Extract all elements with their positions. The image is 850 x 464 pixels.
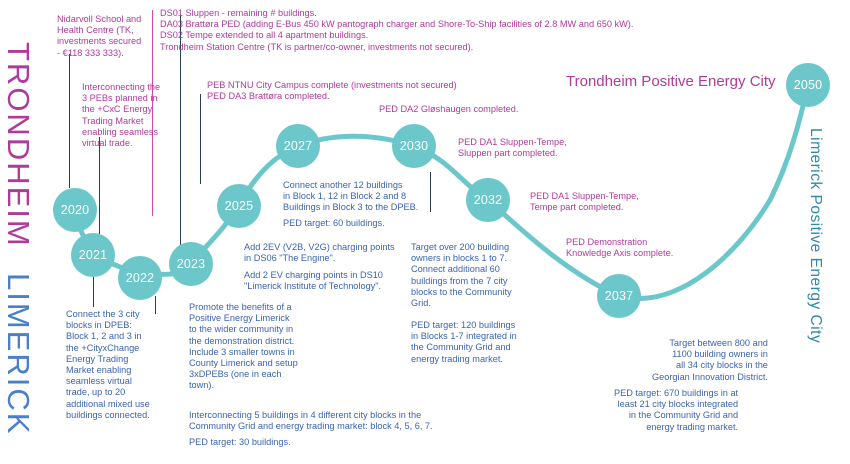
milestone-year: 2025 [224, 199, 254, 213]
milestone-2023 [169, 242, 213, 286]
limerick-note-2025b: PED target: 60 buildings. [283, 218, 385, 228]
trondheim-note-2037: PED Demonstration Knowledge Axis complete. [566, 237, 674, 259]
limerick-note-2021: Connect the 3 city blocks in DPEB: Block 1, 2 and 3 in the +CityxChange Energy Trading Market enabling seamless virtual trade, up to 20 additional mixed use buildings connected. [66, 309, 150, 420]
milestone-2021 [71, 233, 115, 277]
limerick-note-2023a: Add 2EV (V2B, V2G) charging points in DS06 "The Engine". [244, 242, 395, 264]
milestone-year: 2030 [399, 139, 429, 153]
limerick-side-label: LIMERICK [1, 273, 36, 436]
limerick-note-2030a: Target over 200 building owners in blocks 1 to 7. Connect additional 60 buildings from the 7 city blocks to the Community Grid. [411, 242, 512, 309]
milestone-2037 [597, 274, 641, 318]
trondheim-note-2027: PED DA2 Gløshaugen completed. [379, 104, 519, 114]
milestone-year: 2027 [283, 139, 313, 153]
trondheim-note-2032: PED DA1 Sluppen-Tempe, Tempe part completed. [530, 191, 639, 213]
leader-2022-down [155, 296, 156, 314]
limerick-pec-label: Limerick Positive Energy City [807, 128, 824, 344]
trondheim-pec-title: Trondheim Positive Energy City [566, 73, 776, 90]
milestone-year: 2022 [125, 271, 155, 285]
milestone-year: 2021 [78, 248, 108, 262]
limerick-note-2037a: Target between 800 and 1100 building owners in all 34 city blocks in the Georgian Innovation District. [652, 338, 768, 382]
trondheim-note-2020: Nidarvoll School and Health Centre (TK, investments secured - €118 333 333). [57, 14, 142, 58]
limerick-note-2037b: PED target: 670 buildings in at least 21 city blocks integrated in the Community Grid and energy trading market. [614, 388, 739, 432]
milestone-2030 [392, 124, 436, 168]
limerick-note-2023b: Add 2 EV charging points in DS10 "Limerick Institute of Technology". [244, 270, 383, 292]
milestone-2050 [786, 63, 830, 107]
limerick-note-2025a: Connect another 12 buildings in Block 1, 12 in Block 2 and 8 Buildings in Block 3 to the DPEB. [283, 180, 419, 213]
leader-2020 [69, 54, 70, 188]
milestone-2022 [118, 256, 162, 300]
milestone-year: 2020 [60, 203, 90, 217]
milestone-year: 2023 [176, 257, 206, 271]
leader-2021-down [93, 277, 94, 307]
limerick-note-2030b: PED target: 120 buildings in Blocks 1-7 integrated in the Community Grid and energy trading market. [411, 320, 517, 364]
limerick-note-2022b: Interconnecting 5 buildings in 4 different city blocks in the Community Grid and energy trading market: block 4, 5, 6, 7. [189, 410, 433, 432]
leader-2021-up [99, 137, 100, 235]
trondheim-note-2025: PEB NTNU City Campus complete (investments not secured) PED DA3 Brattøra completed. [207, 80, 457, 102]
trondheim-note-2021: Interconnecting the 3 PEBs planned in the +CxC Energy Trading Market enabling seamless virtual trade. [82, 82, 161, 149]
milestone-2032 [466, 178, 510, 222]
milestone-year: 2032 [473, 193, 503, 207]
milestone-year: 2050 [793, 78, 823, 92]
trondheim-note-2023: DS01 Sluppen - remaining # buildings. DA03 Brattøra PED (adding E-Bus 450 kW pantograph charger and Shore-To-Ship facilities of 2.8 MW and 650 kW). DS02 Tempe extended to all 4 apartment buildings. Trondheim Station Centre (TK is partner/co-owner, investments not secured). [160, 8, 634, 52]
limerick-note-2022c: PED target: 30 buildings. [189, 437, 291, 447]
trondheim-note-2030: PED DA1 Sluppen-Tempe, Sluppen part completed. [458, 137, 567, 159]
milestone-2020 [53, 188, 97, 232]
milestone-year: 2037 [604, 289, 634, 303]
limerick-note-2022a: Promote the benefits of a Positive Energy Limerick to the wider community in the demonstration district. Include 3 smaller towns in County Limerick and setup 3xDPEBs (one in each town). [189, 302, 298, 391]
milestone-2025 [217, 184, 261, 228]
milestone-2027 [276, 124, 320, 168]
leader-2025-up [200, 94, 201, 184]
trondheim-side-label: TRONDHEIM [1, 42, 36, 248]
leader-2030-down [430, 172, 431, 212]
